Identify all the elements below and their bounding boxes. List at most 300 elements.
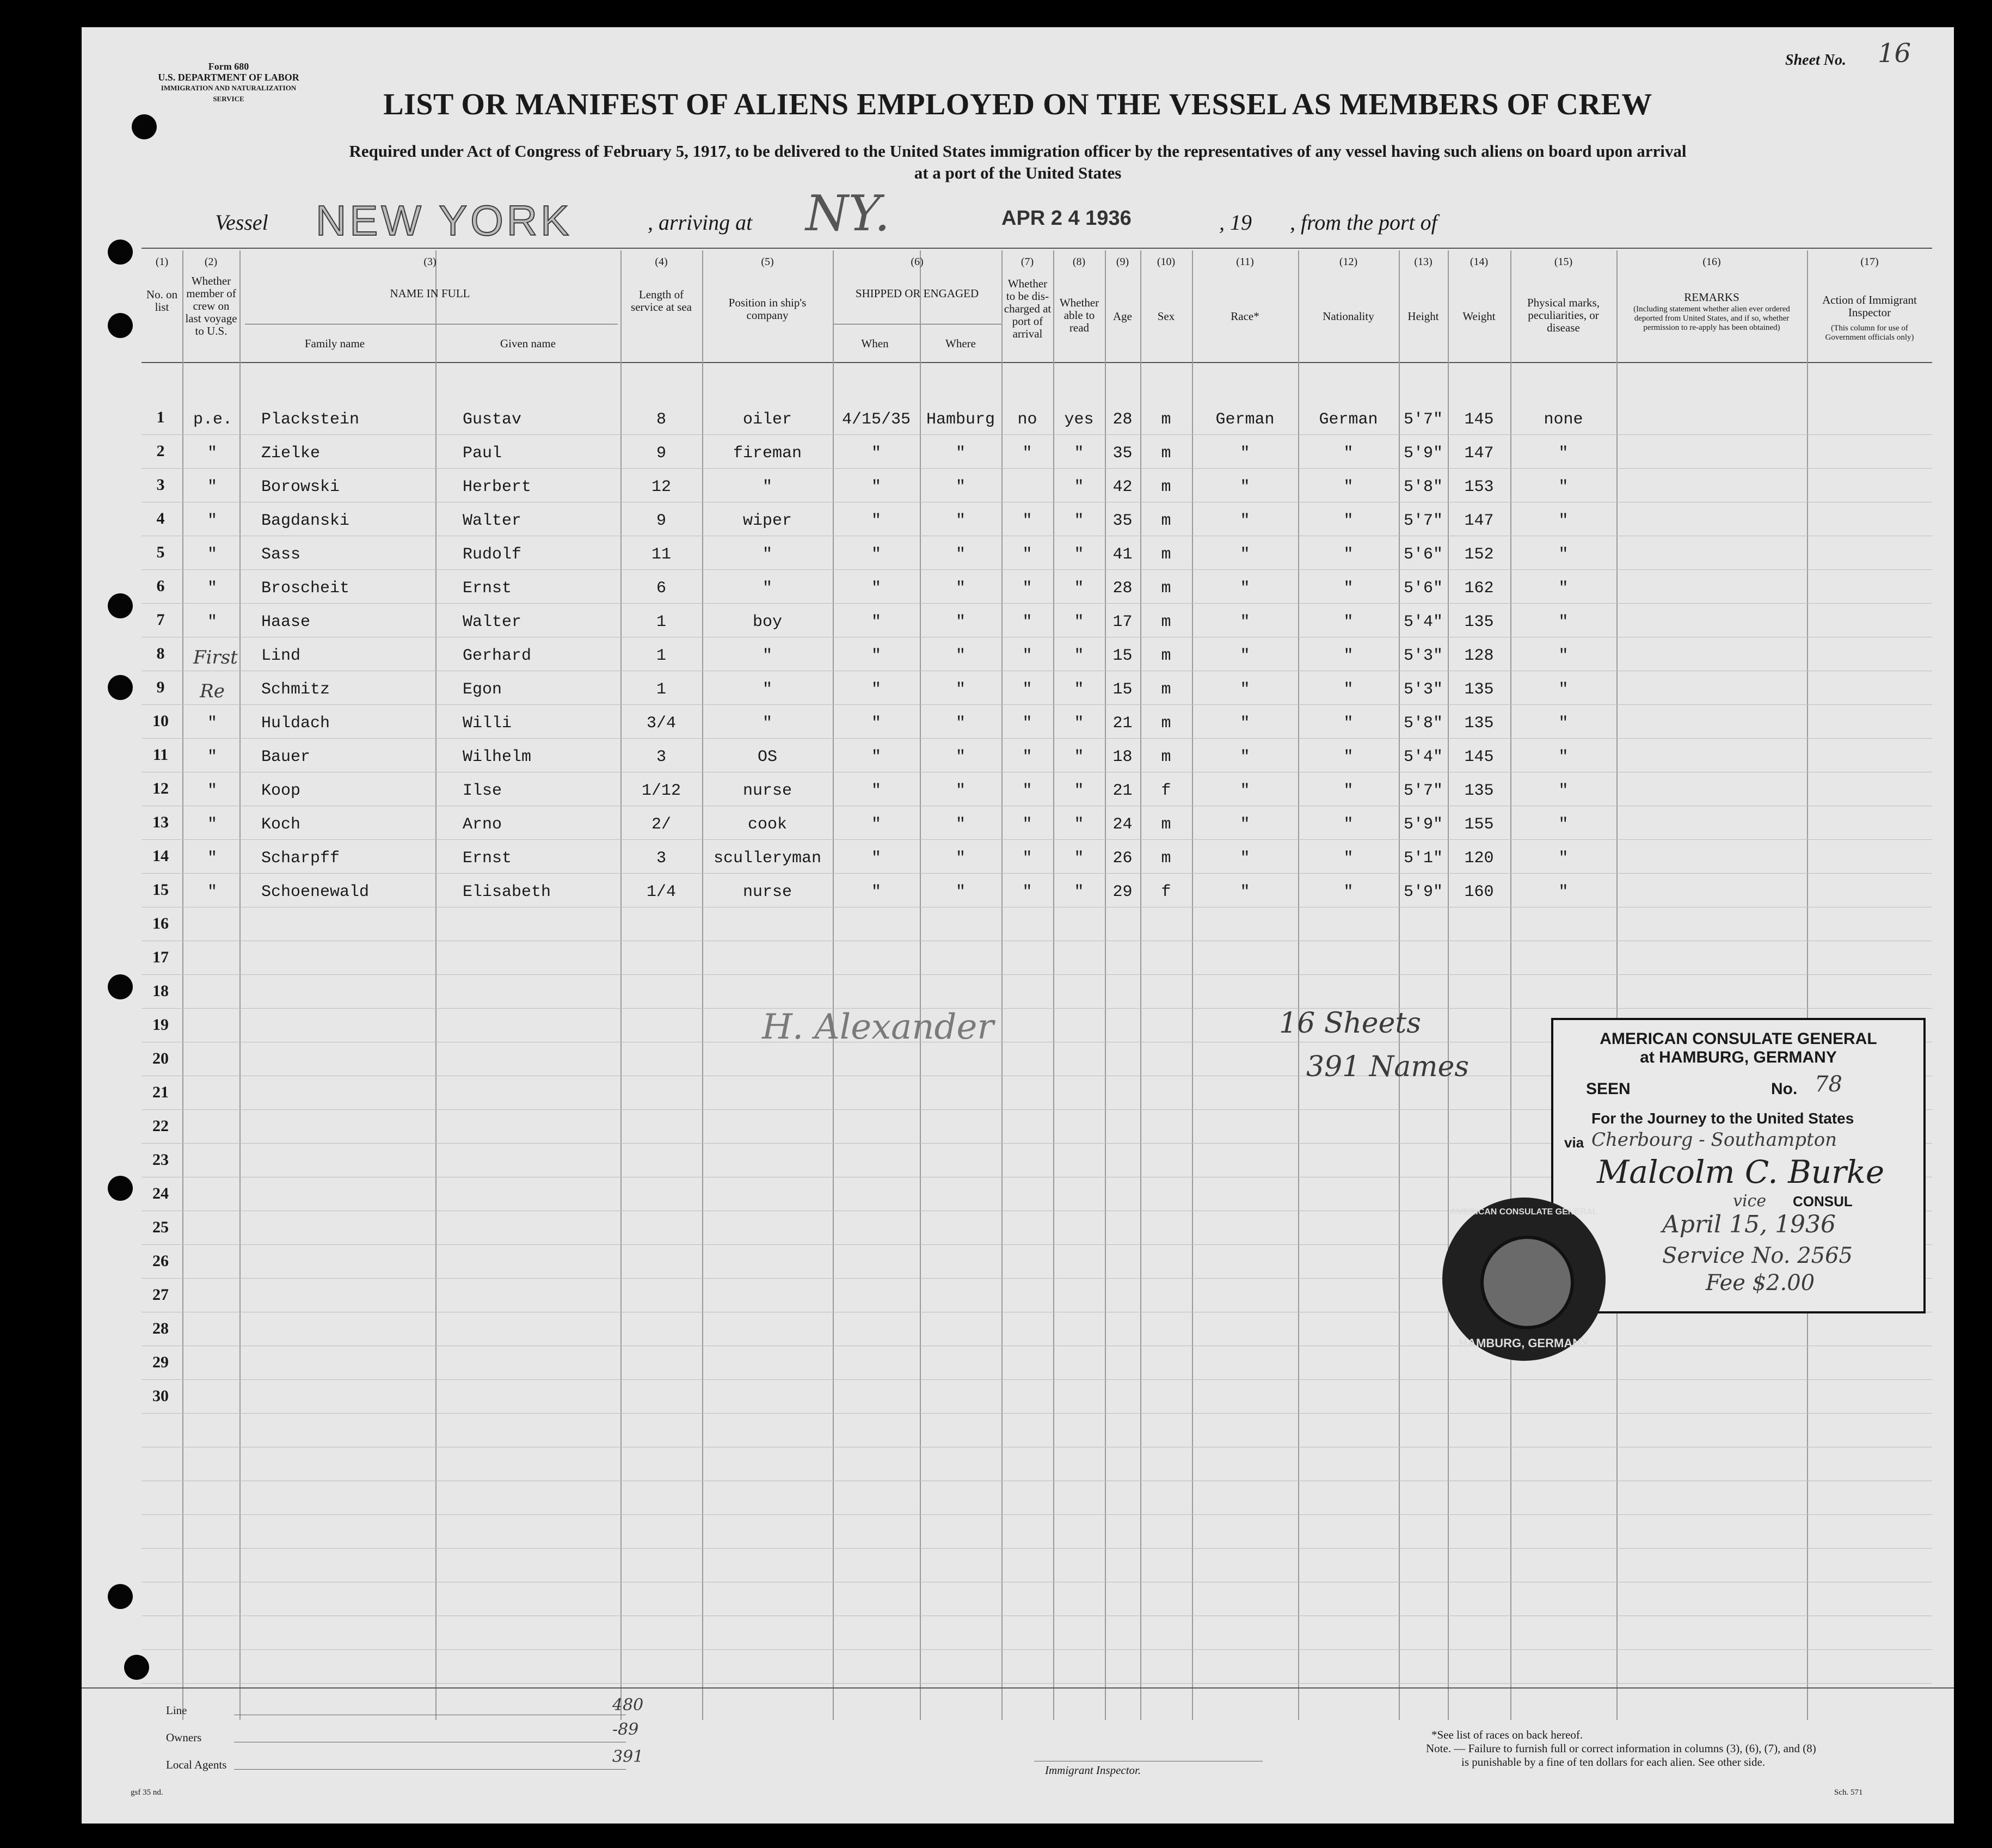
cell-sex: m: [1161, 647, 1171, 665]
cell-sex: m: [1161, 815, 1171, 834]
cell-prev: ": [207, 849, 217, 868]
cell-read: ": [1074, 613, 1084, 631]
col-num: (10): [1157, 256, 1176, 268]
col-num: (7): [1020, 256, 1034, 268]
cell-sex: m: [1161, 545, 1171, 564]
sheet-label: Sheet No.: [1785, 52, 1846, 69]
cell-race: ": [1240, 883, 1250, 901]
year-label: , 19: [1219, 210, 1252, 235]
cell-position: cook: [747, 815, 787, 834]
cell-race: ": [1240, 815, 1250, 834]
cell-sex: m: [1161, 613, 1171, 631]
cell-disch: ": [1022, 579, 1032, 598]
cell-service: 9: [656, 444, 666, 463]
cell-given: Ilse: [463, 782, 502, 800]
cell-prev: ": [207, 444, 217, 463]
cell-weight: 162: [1464, 579, 1494, 598]
footer-rule: [82, 1687, 1954, 1689]
cell-marks: ": [1558, 545, 1569, 564]
punch-hole: [108, 675, 133, 700]
header-name-in-full: NAME IN FULL: [390, 287, 470, 300]
cell-nat: ": [1343, 782, 1354, 800]
cell-given: Wilhelm: [463, 748, 532, 766]
cell-service: 8: [656, 410, 666, 429]
footer-line: Line: [166, 1704, 187, 1717]
cell-weight: 145: [1464, 410, 1494, 429]
cell-when: ": [871, 613, 881, 631]
cell-marks: none: [1544, 410, 1583, 429]
row-number: 28: [152, 1319, 169, 1337]
cell-weight: 135: [1464, 714, 1494, 733]
cell-when: ": [871, 714, 881, 733]
col-num: (5): [761, 256, 774, 268]
vessel-label: Vessel: [215, 210, 268, 235]
cell-prev: ": [207, 613, 217, 631]
cell-where: ": [955, 444, 966, 463]
col-num: (3): [423, 256, 436, 268]
cell-race: ": [1240, 444, 1250, 463]
cell-given: Walter: [463, 512, 522, 530]
row-number: 5: [156, 543, 165, 561]
tally-1: 480: [612, 1696, 644, 1715]
stamp-date: April 15, 1936: [1662, 1211, 1836, 1238]
cell-given: Ernst: [463, 849, 512, 868]
col-num: (13): [1414, 256, 1432, 268]
cell-age: 41: [1112, 545, 1133, 564]
punch-hole: [124, 1655, 149, 1680]
cell-sex: m: [1161, 410, 1171, 429]
footer-races-note: *See list of races on back hereof.: [1431, 1728, 1583, 1741]
cell-service: 1/12: [641, 782, 681, 800]
stamp-fee: Fee $2.00: [1706, 1270, 1815, 1296]
cell-weight: 145: [1464, 748, 1494, 766]
cell-nat: ": [1343, 883, 1354, 901]
cell-race: ": [1240, 714, 1250, 733]
cell-family: Plackstein: [261, 410, 360, 429]
row-number: 3: [156, 476, 165, 494]
header-bottom-rule: [142, 362, 1932, 363]
cell-family: Bagdanski: [261, 512, 350, 530]
cell-read: yes: [1064, 410, 1094, 429]
cell-service: 3: [656, 849, 666, 868]
subtitle-2: at a port of the United States: [914, 163, 1122, 182]
service-name: IMMIGRATION AND NATURALIZATION SERVICE: [161, 84, 297, 103]
cell-when: ": [871, 748, 881, 766]
cell-age: 29: [1112, 883, 1133, 901]
col-num: (9): [1116, 256, 1129, 268]
row-number: 6: [156, 577, 165, 595]
cell-given: Egon: [463, 680, 502, 699]
cell-read: ": [1074, 815, 1084, 834]
cell-height: 5'1": [1403, 849, 1443, 868]
cell-where: ": [955, 815, 966, 834]
cell-disch: ": [1022, 883, 1032, 901]
cell-nat: ": [1343, 545, 1354, 564]
cell-position: ": [762, 714, 772, 733]
cell-age: 15: [1112, 680, 1133, 699]
cell-where: ": [955, 512, 966, 530]
row-number: 12: [152, 779, 169, 797]
header-remarks-note: (Including statement whether alien ever ordered deported from United States, and if so, whether permission to re-apply has been obtained): [1633, 305, 1790, 332]
row-number: 10: [152, 712, 169, 730]
row-number: 27: [152, 1286, 169, 1304]
cell-sex: m: [1161, 512, 1171, 530]
cell-read: ": [1074, 883, 1084, 901]
row-number: 1: [156, 408, 165, 426]
cell-service: 1/4: [646, 883, 676, 901]
cell-height: 5'9": [1403, 883, 1443, 901]
cell-where: ": [955, 849, 966, 868]
row-number: 9: [156, 678, 165, 696]
cell-disch: ": [1022, 512, 1032, 530]
cell-prev: ": [207, 478, 217, 496]
tally-3: 391: [612, 1747, 644, 1766]
header-top-rule: [142, 248, 1932, 249]
cell-prev: ": [207, 883, 217, 901]
header-member-last-voyage: Whether member of crew on last voyage to U.S.: [185, 274, 237, 337]
cell-nat: ": [1343, 815, 1354, 834]
cell-weight: 147: [1464, 512, 1494, 530]
cell-weight: 128: [1464, 647, 1494, 665]
cell-prev: ": [207, 815, 217, 834]
cell-position: nurse: [742, 782, 792, 800]
cell-race: ": [1240, 478, 1250, 496]
header-race: Race*: [1231, 310, 1259, 323]
cell-prev: ": [207, 579, 217, 598]
cell-weight: 120: [1464, 849, 1494, 868]
cell-disch: ": [1022, 444, 1032, 463]
cell-marks: ": [1558, 444, 1569, 463]
cell-race: ": [1240, 647, 1250, 665]
cell-service: 6: [656, 579, 666, 598]
cell-family: Koch: [261, 815, 301, 834]
row-number: 30: [152, 1387, 169, 1405]
cell-where: ": [955, 647, 966, 665]
cell-read: ": [1074, 714, 1084, 733]
cell-age: 42: [1112, 478, 1133, 496]
cell-family: Scharpff: [261, 849, 340, 868]
punch-hole: [108, 593, 133, 618]
cell-height: 5'8": [1403, 478, 1443, 496]
header-where: Where: [945, 337, 976, 350]
cell-where: ": [955, 613, 966, 631]
cell-age: 35: [1112, 444, 1133, 463]
cell-family: Huldach: [261, 714, 330, 733]
cell-read: ": [1074, 748, 1084, 766]
cell-age: 26: [1112, 849, 1133, 868]
row-number: 25: [152, 1218, 169, 1236]
header-given-name: Given name: [500, 337, 556, 350]
header-when: When: [861, 337, 889, 350]
cell-prev: Re: [200, 680, 225, 702]
cell-race: ": [1240, 545, 1250, 564]
col-num: (1): [155, 256, 169, 268]
cell-given: Paul: [463, 444, 502, 463]
header-family-name: Family name: [304, 337, 365, 350]
cell-service: 9: [656, 512, 666, 530]
sheet-number: 16: [1878, 38, 1911, 69]
cell-race: ": [1240, 512, 1250, 530]
cell-sex: m: [1161, 444, 1171, 463]
cell-position: fireman: [733, 444, 802, 463]
cell-given: Arno: [463, 815, 502, 834]
seal-top-text: AMERICAN CONSULATE GENERAL: [1450, 1207, 1598, 1217]
cell-sex: f: [1161, 782, 1171, 800]
row-number: 19: [152, 1016, 169, 1034]
cell-height: 5'7": [1403, 512, 1443, 530]
cell-disch: ": [1022, 647, 1032, 665]
cell-sex: m: [1161, 478, 1171, 496]
cell-service: 3/4: [646, 714, 676, 733]
cell-disch: ": [1022, 613, 1032, 631]
cell-where: Hamburg: [926, 410, 995, 429]
cell-read: ": [1074, 680, 1084, 699]
cell-service: 1: [656, 680, 666, 699]
cell-height: 5'6": [1403, 579, 1443, 598]
seal-bottom-text: HAMBURG, GERMANY: [1459, 1336, 1589, 1350]
tally-2: -89: [612, 1720, 639, 1739]
cell-height: 5'6": [1403, 545, 1443, 564]
date-stamp: APR 2 4 1936: [1001, 207, 1132, 230]
fee-stamp-image: [1480, 1236, 1574, 1329]
stamp-journey: For the Journey to the United States: [1591, 1110, 1854, 1127]
col-num: (4): [655, 256, 668, 268]
footer-note-2: is punishable by a fine of ten dollars for each alien. See other side.: [1461, 1755, 1766, 1769]
footer-agents: Local Agents: [166, 1758, 227, 1771]
cell-service: 2/: [651, 815, 671, 834]
cell-when: ": [871, 478, 881, 496]
cell-read: ": [1074, 579, 1084, 598]
cell-position: boy: [752, 613, 782, 631]
cell-marks: ": [1558, 647, 1569, 665]
stamp-signature: Malcolm C. Burke: [1597, 1153, 1885, 1190]
cell-age: 21: [1112, 782, 1133, 800]
from-port-label: , from the port of: [1290, 210, 1437, 235]
stamp-no-value: 78: [1815, 1072, 1842, 1097]
stamp-line1: AMERICAN CONSULATE GENERAL: [1600, 1030, 1877, 1048]
col-num: (15): [1554, 256, 1573, 268]
cell-disch: ": [1022, 680, 1032, 699]
cell-sex: m: [1161, 714, 1171, 733]
header-shipped: SHIPPED OR ENGAGED: [855, 287, 979, 300]
row-number: 15: [152, 881, 169, 899]
cell-where: ": [955, 545, 966, 564]
header-weight: Weight: [1462, 310, 1496, 323]
cell-position: wiper: [742, 512, 792, 530]
cell-position: ": [762, 478, 772, 496]
col-num: (2): [204, 256, 218, 268]
punch-hole: [108, 240, 133, 265]
cell-prev: ": [207, 782, 217, 800]
cell-weight: 155: [1464, 815, 1494, 834]
cell-weight: 160: [1464, 883, 1494, 901]
cell-age: 28: [1112, 579, 1133, 598]
form-number: Form 680: [208, 61, 249, 72]
cell-sex: m: [1161, 579, 1171, 598]
consulate-seal: [1442, 1198, 1606, 1361]
cell-read: ": [1074, 444, 1084, 463]
row-number: 8: [156, 644, 165, 662]
cell-when: ": [871, 782, 881, 800]
row-number: 18: [152, 982, 169, 1000]
cell-age: 17: [1112, 613, 1133, 631]
cell-where: ": [955, 883, 966, 901]
cell-age: 21: [1112, 714, 1133, 733]
cell-marks: ": [1558, 782, 1569, 800]
cell-disch: ": [1022, 748, 1032, 766]
header-physical-marks: Physical marks, peculiarities, or disease: [1527, 296, 1600, 334]
row-number: 7: [156, 611, 165, 629]
cell-family: Bauer: [261, 748, 311, 766]
row-number: 24: [152, 1184, 169, 1202]
cell-disch: ": [1022, 815, 1032, 834]
cell-when: ": [871, 849, 881, 868]
manifest-sheet: [82, 27, 1954, 1824]
cell-height: 5'8": [1403, 714, 1443, 733]
cell-marks: ": [1558, 579, 1569, 598]
cell-given: Elisabeth: [463, 883, 551, 901]
cell-prev: p.e.: [193, 410, 233, 429]
cell-position: oiler: [742, 410, 792, 429]
cell-sex: m: [1161, 748, 1171, 766]
cell-race: ": [1240, 579, 1250, 598]
punch-hole: [108, 974, 133, 999]
col-num: (6): [911, 256, 924, 268]
cell-race: German: [1215, 410, 1275, 429]
cell-sex: f: [1161, 883, 1171, 901]
row-number: 23: [152, 1151, 169, 1169]
cell-given: Walter: [463, 613, 522, 631]
cell-nat: German: [1319, 410, 1378, 429]
cell-weight: 135: [1464, 782, 1494, 800]
cell-sex: m: [1161, 849, 1171, 868]
cell-service: 3: [656, 748, 666, 766]
cell-prev: ": [207, 545, 217, 564]
cell-read: ": [1074, 545, 1084, 564]
punch-hole: [108, 1176, 133, 1201]
arriving-port: NY.: [806, 185, 890, 242]
cell-when: ": [871, 579, 881, 598]
header-action-note: (This column for use of Government officials only): [1825, 324, 1914, 342]
stamp-line2: at HAMBURG, GERMANY: [1640, 1048, 1837, 1066]
cell-race: ": [1240, 849, 1250, 868]
header-sex: Sex: [1157, 310, 1175, 323]
col-num: (12): [1339, 256, 1358, 268]
cell-family: Borowski: [261, 478, 340, 496]
footer-note-1: Note. — Failure to furnish full or correct information in columns (3), (6), (7), and (8): [1426, 1742, 1816, 1755]
cell-when: ": [871, 883, 881, 901]
cell-when: ": [871, 444, 881, 463]
cell-family: Koop: [261, 782, 301, 800]
cell-nat: ": [1343, 444, 1354, 463]
row-number: 17: [152, 948, 169, 966]
stamp-consul: CONSUL: [1793, 1193, 1853, 1210]
cell-where: ": [955, 748, 966, 766]
cell-nat: ": [1343, 714, 1354, 733]
cell-race: ": [1240, 680, 1250, 699]
stamp-via: via: [1564, 1134, 1584, 1151]
cell-nat: ": [1343, 680, 1354, 699]
cell-weight: 135: [1464, 613, 1494, 631]
header-position: Position in ship's company: [728, 296, 807, 322]
cell-nat: ": [1343, 478, 1354, 496]
department: U.S. DEPARTMENT OF LABOR: [158, 72, 299, 83]
cell-disch: no: [1017, 410, 1037, 429]
consulate-stamp: [1551, 1018, 1926, 1313]
cell-when: 4/15/35: [841, 410, 911, 429]
cell-marks: ": [1558, 613, 1569, 631]
cell-marks: ": [1558, 815, 1569, 834]
cell-read: ": [1074, 849, 1084, 868]
cell-height: 5'9": [1403, 815, 1443, 834]
cell-disch: ": [1022, 782, 1032, 800]
stamp-service-no: Service No. 2565: [1662, 1243, 1853, 1268]
cell-prev: ": [207, 512, 217, 530]
cell-position: ": [762, 579, 772, 598]
cell-nat: ": [1343, 579, 1354, 598]
names-count: 391 Names: [1306, 1051, 1470, 1083]
cell-family: Sass: [261, 545, 301, 564]
cell-height: 5'4": [1403, 613, 1443, 631]
footer-print-code: gsf 35 nd.: [131, 1788, 163, 1797]
cell-nat: ": [1343, 748, 1354, 766]
cell-prev: ": [207, 748, 217, 766]
header-able-read: Whether able to read: [1059, 296, 1099, 334]
cell-where: ": [955, 478, 966, 496]
cell-nat: ": [1343, 613, 1354, 631]
row-number: 2: [156, 442, 165, 460]
cell-marks: ": [1558, 883, 1569, 901]
cell-read: ": [1074, 782, 1084, 800]
cell-given: Willi: [463, 714, 512, 733]
row-number: 22: [152, 1117, 169, 1135]
header-no-on-list: No. on list: [146, 288, 178, 314]
stamp-seen: SEEN: [1586, 1080, 1631, 1098]
cell-service: 1: [656, 613, 666, 631]
cell-nat: ": [1343, 512, 1354, 530]
cell-when: ": [871, 647, 881, 665]
punch-hole: [108, 1584, 133, 1609]
cell-service: 11: [651, 545, 671, 564]
cell-position: ": [762, 647, 772, 665]
cell-disch: ": [1022, 714, 1032, 733]
cell-when: ": [871, 680, 881, 699]
cell-position: sculleryman: [713, 849, 822, 868]
cell-marks: ": [1558, 714, 1569, 733]
cell-sex: m: [1161, 680, 1171, 699]
cell-read: ": [1074, 647, 1084, 665]
cell-given: Ernst: [463, 579, 512, 598]
header-action: Action of Immigrant Inspector: [1822, 293, 1917, 319]
stamp-via-value: Cherbourg - Southampton: [1591, 1129, 1837, 1151]
cell-nat: ": [1343, 849, 1354, 868]
cell-given: Gustav: [463, 410, 522, 429]
cell-marks: ": [1558, 512, 1569, 530]
stamp-vice: vice: [1733, 1192, 1767, 1211]
header-nationality: Nationality: [1323, 310, 1374, 323]
cell-marks: ": [1558, 478, 1569, 496]
cell-height: 5'4": [1403, 748, 1443, 766]
cell-family: Lind: [261, 647, 301, 665]
cell-disch: ": [1022, 545, 1032, 564]
cell-family: Zielke: [261, 444, 321, 463]
cell-family: Broscheit: [261, 579, 350, 598]
cell-race: ": [1240, 613, 1250, 631]
cell-height: 5'7": [1403, 782, 1443, 800]
header-discharged: Whether to be dis-charged at port of arrival: [1004, 277, 1052, 340]
header-length-service: Length of service at sea: [631, 288, 692, 314]
cell-when: ": [871, 815, 881, 834]
